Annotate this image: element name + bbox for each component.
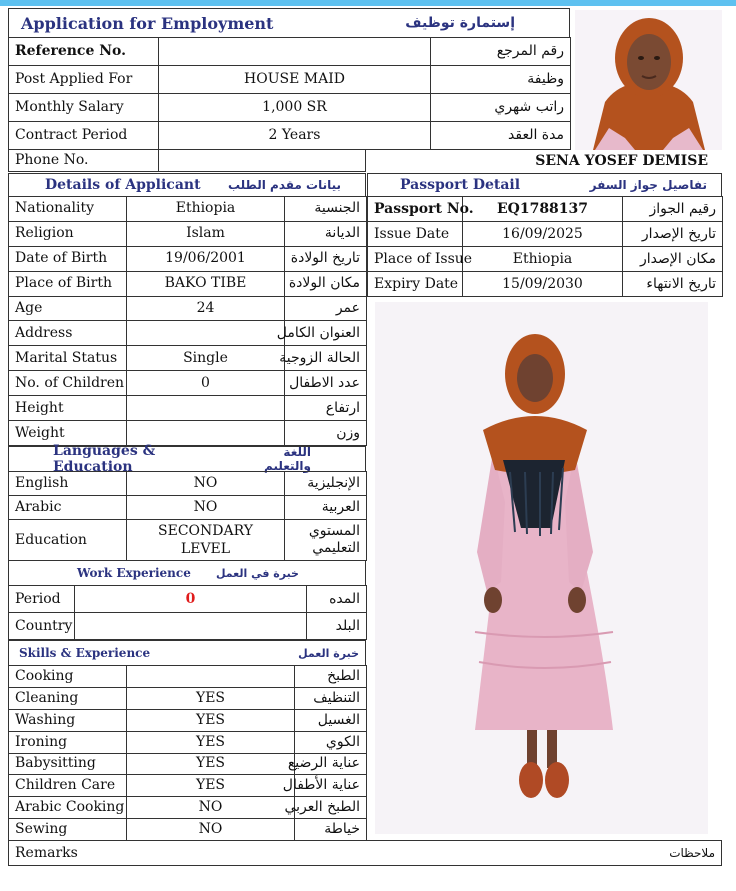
skills-title-arabic: خبرة العمل [298, 646, 359, 660]
marital-label-arabic: الحالة الزوجية [285, 346, 367, 371]
reference-value [159, 38, 431, 66]
washing-value: YES [127, 709, 295, 731]
phone-label: Phone No. [9, 150, 159, 172]
ironing-value: YES [127, 731, 295, 753]
salary-label-arabic: راتب شهري [431, 94, 571, 122]
passport-section-header [367, 173, 722, 197]
address-label: Address [9, 321, 127, 346]
work-title: Work Experience [77, 566, 191, 580]
marital-label: Marital Status [9, 346, 127, 371]
remarks-label-arabic: ملاحظات [669, 846, 715, 860]
form-title-arabic: إستمارة توظيف [405, 15, 515, 31]
table-row [9, 221, 367, 246]
weight-label-arabic: وزن [285, 421, 367, 446]
babysitting-label-arabic: عناية الرضيع [295, 753, 367, 775]
issue-date-value: 16/09/2025 [463, 222, 623, 247]
education-label: Education [9, 520, 127, 561]
table-row [368, 272, 723, 297]
table-row [9, 421, 367, 446]
english-label: English [9, 472, 127, 496]
expiry-date-value: 15/09/2030 [463, 272, 623, 297]
table-row [9, 38, 571, 66]
table-row [9, 271, 367, 296]
table-row [9, 586, 367, 613]
issue-date-label: Issue Date [368, 222, 463, 247]
children-care-label-arabic: عناية الأطفال [295, 775, 367, 797]
languages-section-header [8, 443, 366, 475]
dob-value: 19/06/2001 [127, 246, 285, 271]
cooking-label: Cooking [9, 666, 127, 688]
height-label: Height [9, 396, 127, 421]
skills-title: Skills & Experience [19, 646, 151, 660]
arabic-label-arabic: العربية [285, 496, 367, 520]
issue-place-label: Place of Issue [368, 247, 463, 272]
skills-section-header [8, 640, 366, 666]
address-value [127, 321, 285, 346]
children-care-value: YES [127, 775, 295, 797]
table-row [9, 613, 367, 640]
table-row [9, 246, 367, 271]
children-care-label: Children Care [9, 775, 127, 797]
languages-title-arabic: اللغة والتعليم [264, 445, 311, 473]
sewing-label: Sewing [9, 819, 127, 841]
nationality-label-arabic: الجنسية [285, 197, 367, 222]
washing-label-arabic: الغسيل [295, 709, 367, 731]
details-title-arabic: بيانات مقدم الطلب [227, 178, 341, 192]
sewing-value: NO [127, 819, 295, 841]
ironing-label-arabic: الكوي [295, 731, 367, 753]
reference-label: Reference No. [9, 38, 159, 66]
weight-label: Weight [9, 421, 127, 446]
applicant-name: SENA YOSEF DEMISE [535, 152, 708, 169]
address-label-arabic: العنوان الكامل [285, 321, 367, 346]
sewing-label-arabic: خياطة [295, 819, 367, 841]
table-row [9, 296, 367, 321]
babysitting-value: YES [127, 753, 295, 775]
table-row [9, 797, 367, 819]
work-section-header [8, 560, 366, 586]
remarks-row [8, 840, 722, 866]
cleaning-value: YES [127, 687, 295, 709]
table-row [368, 222, 723, 247]
arabic-cooking-label-arabic: الطبخ العربي [295, 797, 367, 819]
remarks-label: Remarks [15, 845, 78, 861]
issue-place-value: Ethiopia [463, 247, 623, 272]
english-value: NO [127, 472, 285, 496]
table-row [9, 66, 571, 94]
country-value [75, 613, 307, 640]
table-row [9, 321, 367, 346]
table-row [9, 687, 367, 709]
table-row [9, 472, 367, 496]
height-label-arabic: ارتفاع [285, 396, 367, 421]
applicant-head-photo [575, 10, 722, 150]
top-accent-bar [0, 0, 736, 6]
salary-label: Monthly Salary [9, 94, 159, 122]
religion-label-arabic: الديانة [285, 221, 367, 246]
passport-no-label-arabic: رقيم الجواز [623, 197, 723, 222]
children-label-arabic: عدد الاطفال [285, 371, 367, 396]
contract-label-arabic: مدة العقد [431, 122, 571, 150]
religion-value: Islam [127, 221, 285, 246]
cooking-value [127, 666, 295, 688]
table-row [9, 94, 571, 122]
birthplace-label: Place of Birth [9, 271, 127, 296]
table-row [9, 520, 367, 561]
dob-label: Date of Birth [9, 246, 127, 271]
issue-date-label-arabic: تاريخ الإصدار [623, 222, 723, 247]
post-label-arabic: وظيفة [431, 66, 571, 94]
table-row [9, 396, 367, 421]
table-row [9, 709, 367, 731]
marital-value: Single [127, 346, 285, 371]
education-label-arabic [285, 520, 367, 561]
english-label-arabic: الإنجليزية [285, 472, 367, 496]
form-title: Application for Employment [21, 13, 274, 33]
post-label: Post Applied For [9, 66, 159, 94]
expiry-date-label-arabic: تاريخ الانتهاء [623, 272, 723, 297]
applicant-full-photo [375, 302, 708, 834]
country-label-arabic: البلد [307, 613, 367, 640]
table-row [9, 197, 367, 222]
table-row [9, 496, 367, 520]
age-label: Age [9, 296, 127, 321]
children-value: 0 [127, 371, 285, 396]
expiry-date-label: Expiry Date [368, 272, 463, 297]
arabic-cooking-value: NO [127, 797, 295, 819]
salary-value: 1,000 SR [159, 94, 431, 122]
skills-table [8, 665, 366, 841]
languages-title: Languages & Education [53, 443, 156, 475]
table-row [9, 753, 367, 775]
passport-title-arabic: تفاصيل جواز السفر [589, 178, 707, 192]
nationality-value: Ethiopia [127, 197, 285, 222]
work-table [8, 585, 366, 640]
job-info-table [8, 37, 570, 150]
cleaning-label-arabic: التنظيف [295, 687, 367, 709]
table-row [9, 122, 571, 150]
table-row [9, 819, 367, 841]
passport-table [367, 196, 722, 297]
height-value [127, 396, 285, 421]
weight-value [127, 421, 285, 446]
passport-no-value: EQ1788137 [463, 197, 623, 222]
reference-label-arabic: رقم المرجع [431, 38, 571, 66]
nationality-label: Nationality [9, 197, 127, 222]
education-label-arabic-line1: المستوي [308, 523, 360, 539]
work-title-arabic: خبرة في العمل [215, 566, 299, 580]
period-value: 0 [75, 586, 307, 613]
passport-no-label: Passport No. [368, 197, 463, 222]
passport-title: Passport Detail [400, 177, 521, 193]
age-label-arabic: عمر [285, 296, 367, 321]
period-label: Period [9, 586, 75, 613]
details-title: Details of Applicant [45, 177, 201, 193]
arabic-cooking-label: Arabic Cooking [9, 797, 127, 819]
arabic-value: NO [127, 496, 285, 520]
phone-row [8, 149, 366, 172]
table-row [368, 247, 723, 272]
issue-place-label-arabic: مكان الإصدار [623, 247, 723, 272]
religion-label: Religion [9, 221, 127, 246]
cleaning-label: Cleaning [9, 687, 127, 709]
education-value [127, 520, 285, 561]
period-label-arabic: المده [307, 586, 367, 613]
education-value-line1: SECONDARY [158, 523, 253, 539]
children-label: No. of Children [9, 371, 127, 396]
babysitting-label: Babysitting [9, 753, 127, 775]
ironing-label: Ironing [9, 731, 127, 753]
details-section-header [8, 173, 366, 197]
table-row [9, 731, 367, 753]
table-row [9, 775, 367, 797]
education-label-arabic-line2: التعليمي [312, 540, 360, 556]
table-row [9, 371, 367, 396]
post-value: HOUSE MAID [159, 66, 431, 94]
phone-value [159, 150, 366, 172]
table-row [9, 346, 367, 371]
birthplace-value: BAKO TIBE [127, 271, 285, 296]
languages-table [8, 471, 366, 561]
dob-label-arabic: تاريخ الولادة [285, 246, 367, 271]
education-value-line2: LEVEL [180, 541, 231, 557]
age-value: 24 [127, 296, 285, 321]
cooking-label-arabic: الطبخ [295, 666, 367, 688]
country-label: Country [9, 613, 75, 640]
contract-label: Contract Period [9, 122, 159, 150]
contract-value: 2 Years [159, 122, 431, 150]
table-row [9, 666, 367, 688]
table-row [368, 197, 723, 222]
arabic-label: Arabic [9, 496, 127, 520]
birthplace-label-arabic: مكان الولادة [285, 271, 367, 296]
form-header [8, 8, 570, 38]
details-table [8, 196, 366, 446]
washing-label: Washing [9, 709, 127, 731]
